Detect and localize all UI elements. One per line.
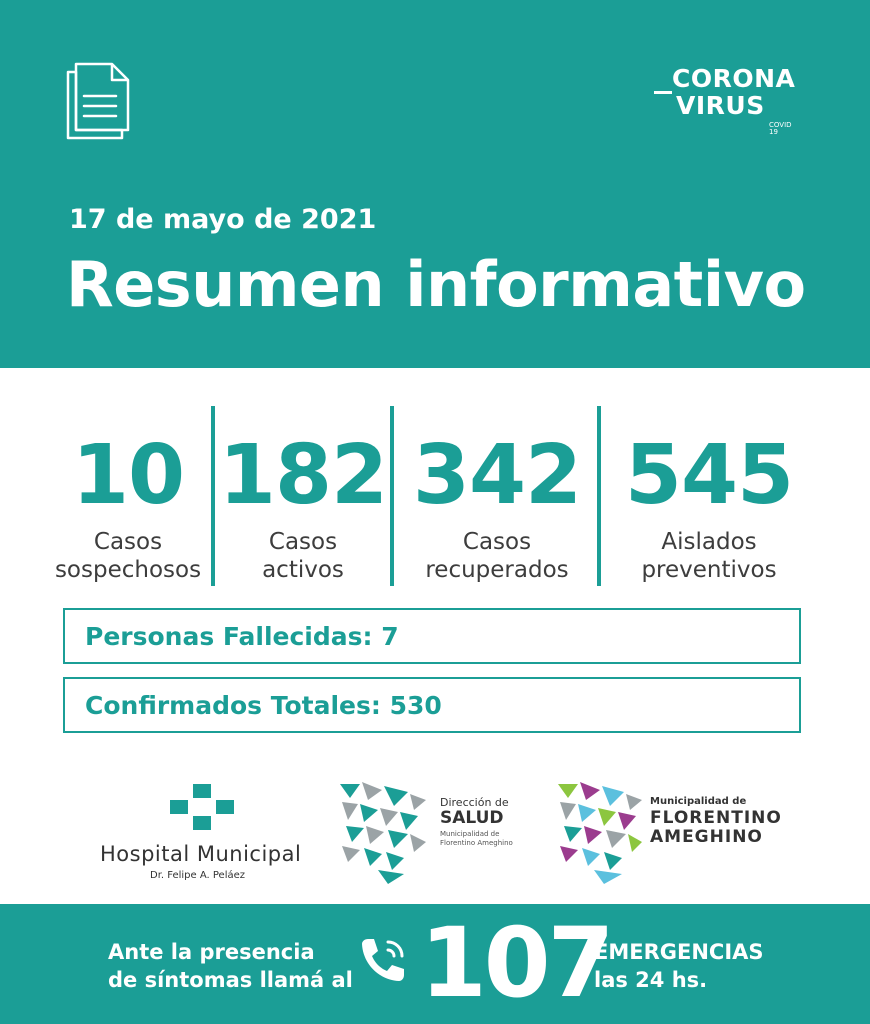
logo-line2: VIRUS bbox=[676, 91, 765, 120]
logo-dash bbox=[654, 91, 672, 94]
confirmados-text: Confirmados Totales: 530 bbox=[85, 691, 442, 720]
hospital-name: Hospital Municipal bbox=[100, 842, 302, 866]
stat-label-line1: Casos bbox=[462, 529, 532, 555]
salud-line3: Municipalidad de Florentino Ameghino bbox=[440, 830, 513, 847]
stat-recuperados bbox=[397, 430, 597, 584]
stat-label-line1: Casos bbox=[93, 529, 163, 555]
stat-label-line2: sospechosos bbox=[54, 557, 202, 583]
emergency-number: 107 bbox=[420, 907, 612, 1019]
logo-line1: CORONA bbox=[672, 64, 796, 93]
municipio-line1: Municipalidad de bbox=[650, 796, 747, 807]
header-banner bbox=[0, 0, 870, 368]
stat-label-line1: Casos bbox=[268, 529, 338, 555]
page-title: Resumen informativo bbox=[66, 248, 806, 321]
stat-sospechosos bbox=[48, 430, 208, 584]
report-date: 17 de mayo de 2021 bbox=[69, 204, 377, 235]
divider bbox=[597, 406, 601, 586]
salud-line1: Dirección de bbox=[440, 796, 509, 809]
footer-right-line1: EMERGENCIAS bbox=[594, 940, 764, 964]
footer-left-line1: Ante la presencia bbox=[108, 940, 315, 964]
phone-icon bbox=[354, 934, 410, 990]
stat-activos bbox=[218, 430, 388, 584]
coronavirus-logo bbox=[654, 64, 824, 144]
stat-value: 342 bbox=[412, 428, 582, 523]
footer-emergencias bbox=[594, 938, 764, 994]
document-icon bbox=[62, 58, 140, 142]
footer-banner bbox=[0, 904, 870, 1024]
divider bbox=[211, 406, 215, 586]
municipio-logo-icon bbox=[556, 780, 642, 884]
footer-right-line2: las 24 hs. bbox=[594, 968, 708, 992]
stat-label-line1: Aislados bbox=[661, 529, 757, 555]
confirmados-box bbox=[63, 677, 801, 733]
fallecidas-text: Personas Fallecidas: 7 bbox=[85, 622, 399, 651]
stat-label-line2: recuperados bbox=[425, 557, 569, 583]
hospital-subtitle: Dr. Felipe A. Peláez bbox=[150, 870, 245, 881]
stat-label-line2: activos bbox=[262, 557, 344, 583]
divider bbox=[390, 406, 394, 586]
logo-line3: COVID 19 bbox=[769, 121, 792, 136]
stat-value: 545 bbox=[624, 428, 794, 523]
municipio-line2: FLORENTINO bbox=[650, 808, 782, 828]
stat-label-line2: preventivos bbox=[641, 557, 777, 583]
salud-line2: SALUD bbox=[440, 808, 504, 828]
footer-left-line2: de síntomas llamá al bbox=[108, 968, 353, 992]
stat-aislados bbox=[604, 430, 814, 584]
municipio-line3: AMEGHINO bbox=[650, 827, 763, 847]
stat-value: 182 bbox=[218, 428, 388, 523]
footer-instructions bbox=[108, 938, 353, 994]
fallecidas-box bbox=[63, 608, 801, 664]
stat-value: 10 bbox=[71, 428, 185, 523]
hospital-cross-icon bbox=[168, 784, 238, 834]
salud-logo-icon bbox=[338, 780, 428, 884]
